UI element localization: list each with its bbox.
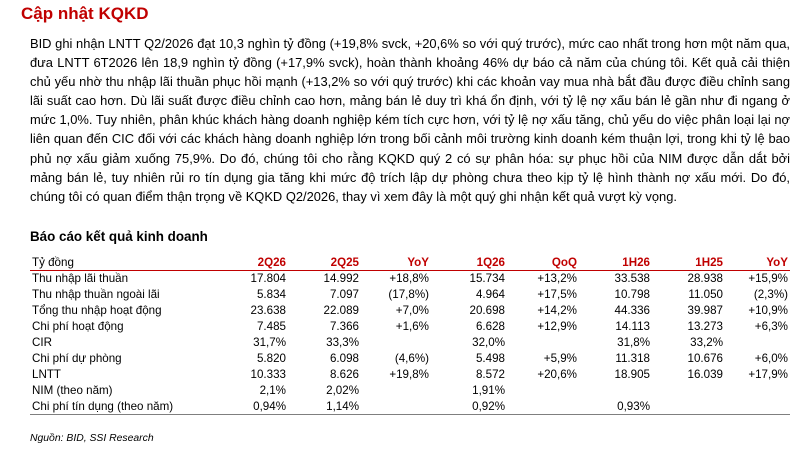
table-cell: 33,3% (326, 336, 359, 350)
table-cell: 10.676 (687, 352, 723, 366)
table-cell: +17,9% (748, 368, 788, 382)
table-cell (725, 399, 790, 415)
table-cell: 10.798 (614, 288, 650, 302)
table-cell: 10.333 (250, 368, 286, 382)
table-row (30, 351, 790, 367)
table-cell: (4,6%) (394, 352, 429, 366)
table-cell: +10,9% (748, 304, 788, 318)
table-cell: 11.318 (615, 352, 650, 366)
table-cell: +6,0% (754, 352, 788, 366)
table-cell: 23.638 (250, 304, 286, 318)
income-statement-table (30, 254, 790, 415)
header-1q26: 1Q26 (431, 254, 507, 271)
header-2q26: 2Q26 (210, 254, 288, 271)
section-title: Cập nhật KQKD (21, 4, 149, 23)
table-cell: 15.734 (469, 272, 505, 286)
table-cell: +1,6% (395, 320, 429, 334)
table-cell: +5,9% (543, 352, 577, 366)
table-cell: 33.538 (614, 272, 650, 286)
table-cell: 44.336 (614, 304, 650, 318)
table-cell (507, 335, 579, 351)
table-cell: +17,5% (537, 288, 577, 302)
table-cell: 33,2% (690, 336, 723, 350)
table-row (30, 399, 790, 415)
table-cell: 1,91% (472, 384, 505, 398)
table-cell: 32,0% (472, 336, 505, 350)
table-cell: 13.273 (687, 320, 723, 334)
row-label: Chi phí tín dụng (theo năm) (30, 399, 210, 415)
row-label: LNTT (32, 368, 61, 382)
table-cell: 16.039 (687, 368, 723, 382)
row-label: Chi phí dự phòng (32, 352, 122, 366)
table-cell: 11.050 (688, 288, 723, 302)
table-row (30, 271, 790, 287)
table-row (30, 335, 790, 351)
table-cell: 6.098 (329, 352, 359, 366)
table-cell: 14.992 (323, 272, 359, 286)
table-cell: 5.834 (256, 288, 286, 302)
table-cell: 31,8% (617, 336, 650, 350)
header-2q25: 2Q25 (288, 254, 361, 271)
table-cell (361, 399, 431, 415)
table-cell: 7.366 (329, 320, 359, 334)
table-cell (361, 383, 431, 399)
table-cell: 2,02% (326, 384, 359, 398)
row-label: Thu nhập lãi thuần (32, 272, 129, 286)
table-cell: 0,92% (431, 399, 507, 415)
table-row (30, 383, 790, 399)
table-cell: 7.097 (329, 288, 359, 302)
table-cell: 28.938 (687, 272, 723, 286)
table-cell: 0,93% (579, 399, 652, 415)
table-cell: 8.626 (329, 368, 359, 382)
table-row (30, 367, 790, 383)
table-body (30, 271, 790, 415)
table-cell: 8.572 (475, 368, 505, 382)
table-cell: +7,0% (395, 304, 429, 318)
table-cell: 18.905 (614, 368, 650, 382)
row-label: CIR (32, 336, 52, 350)
table-row (30, 303, 790, 319)
table-cell (652, 399, 725, 415)
table-cell (652, 383, 725, 399)
table-cell: +15,9% (748, 272, 788, 286)
row-label: NIM (theo năm) (32, 384, 113, 398)
table-cell: +20,6% (537, 368, 577, 382)
header-1h25: 1H25 (652, 254, 725, 271)
table-cell: 0,94% (210, 399, 288, 415)
table-cell: 14.113 (615, 320, 650, 334)
table-cell: 22.089 (323, 304, 359, 318)
table-header-row (30, 254, 790, 271)
table-cell: 2,1% (259, 384, 286, 398)
row-label: Tổng thu nhập hoạt động (32, 304, 162, 318)
header-unit: Tỷ đồng (30, 254, 210, 271)
source-note: Nguồn: BID, SSI Research (30, 433, 154, 444)
header-yoy-quarter: YoY (361, 254, 431, 271)
table-cell: 20.698 (469, 304, 505, 318)
table-cell: 6.628 (475, 320, 505, 334)
table-cell (507, 383, 579, 399)
header-yoy-half: YoY (725, 254, 790, 271)
table-cell: 5.498 (475, 352, 505, 366)
table-cell: 7.485 (256, 320, 286, 334)
table-cell: +19,8% (389, 368, 429, 382)
row-label: Chi phí hoạt động (32, 320, 124, 334)
table-cell: +6,3% (754, 320, 788, 334)
table-cell: (17,8%) (388, 288, 429, 302)
table-row (30, 287, 790, 303)
header-qoq: QoQ (507, 254, 579, 271)
table-cell: 17.804 (250, 272, 286, 286)
table-cell: 4.964 (475, 288, 505, 302)
header-1h26: 1H26 (579, 254, 652, 271)
table-cell (725, 335, 790, 351)
table-title: Báo cáo kết quả kinh doanh (30, 229, 208, 244)
row-label: Thu nhập thuần ngoài lãi (32, 288, 160, 302)
table-cell: (2,3%) (753, 288, 788, 302)
table-cell (507, 399, 579, 415)
table-cell: +14,2% (537, 304, 577, 318)
table-cell: 31,7% (253, 336, 286, 350)
table-cell: +18,8% (389, 272, 429, 286)
table-cell: 39.987 (687, 304, 723, 318)
table-cell (579, 383, 652, 399)
table-row (30, 319, 790, 335)
table-cell: 5.820 (256, 352, 286, 366)
table-cell (725, 383, 790, 399)
table-cell: +12,9% (537, 320, 577, 334)
table-cell: +13,2% (537, 272, 577, 286)
summary-paragraph: BID ghi nhận LNTT Q2/2026 đạt 10,3 nghìn tỷ đồng (+19,8% svck, +20,6% so với quý trước), mức cao nhất trong hơn một năm qua, đưa LNTT 6T2026 lên 18,9 nghìn tỷ đồng (+17,9% svck), hoàn thành khoảng 46% dự báo cả năm của chúng tôi. Kết quả cải thiện chủ yếu nhờ thu nhập lãi thuần phục hồi mạnh (+13,2% so với quý trước) khi các khoản vay mua nhà bắt đầu được điều chỉnh sang lãi suất cao hơn. Dù lãi suất được điều chỉnh cao hơn, mảng bán lẻ duy trì khá ổn định, với tỷ lệ nợ xấu bán lẻ gần như đi ngang ở mức 1,0%. Tuy nhiên, phân khúc khách hàng doanh nghiệp kém tích cực hơn, với tỷ lệ nợ xấu tăng, chủ yếu do việc phân loại lại nợ liên quan đến CIC đối với các khách hàng doanh nghiệp lớn trong bối cảnh môi trường kinh doanh kém thuận lợi, trong khi tỷ lệ bao phủ nợ xấu giảm xuống 75,9%. Do đó, chúng tôi cho rằng KQKD quý 2 có sự phân hóa: sự phục hồi của NIM được dẫn dắt bởi mảng bán lẻ, tuy nhiên rủi ro tín dụng gia tăng khi mức độ trích lập dự phòng chưa theo kịp tỷ lệ hình thành nợ xấu mới. Do đó, chúng tôi có quan điểm thận trọng về KQKD Q2/2026, thay vì xem đây là một quý ghi nhận kết quả vượt kỳ vọng. (30, 36, 790, 204)
table-cell: 1,14% (288, 399, 361, 415)
table-cell (361, 335, 431, 351)
